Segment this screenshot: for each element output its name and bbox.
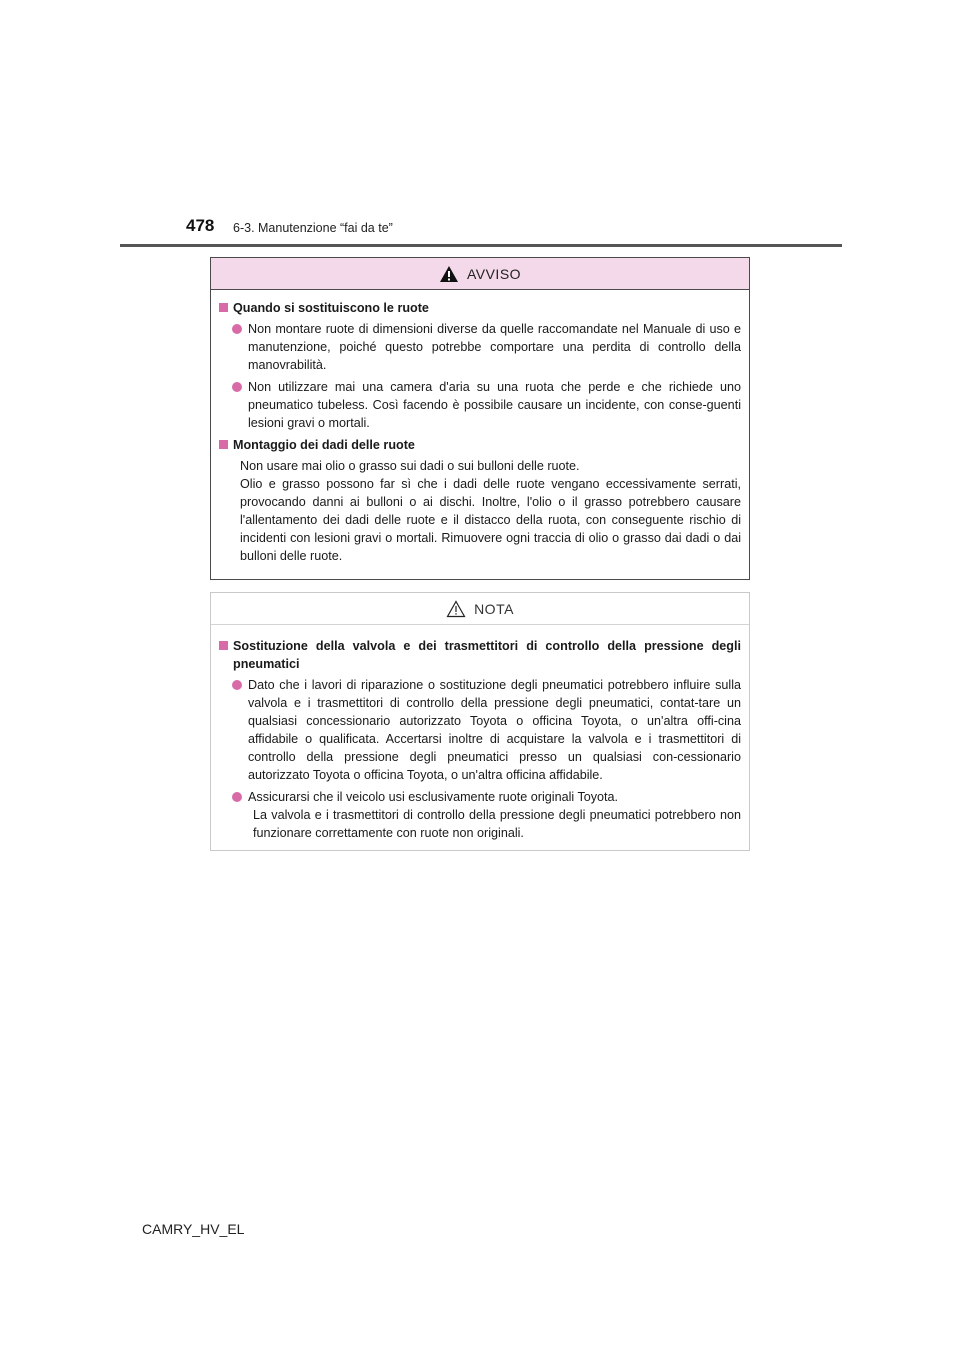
warning-box bbox=[210, 257, 750, 580]
warning-body bbox=[211, 290, 749, 565]
note-box bbox=[210, 592, 750, 851]
document-code: CAMRY_HV_EL bbox=[142, 1221, 245, 1237]
circle-bullet-icon bbox=[232, 324, 242, 334]
note-box-header bbox=[211, 593, 749, 625]
page-header bbox=[0, 0, 960, 250]
circle-bullet-icon bbox=[232, 382, 242, 392]
list-item-text: Dato che i lavori di riparazione o sostituzione degli pneumatici potrebbero influire sulla valvola e i trasmettitori di controllo della pressione degli pneumatici, contat-tare un qualsiasi concessionario autorizzato Toyota o officina Toyota, o un'altra offi-cina affidabile o qualificata. Accertarsi inoltre di acquistare la valvola e i trasmettitori di controllo della pressione degli pneumatici presso un qualsiasi con-cessionario autorizzato Toyota o officina Toyota, o un'altra officina affidabile. bbox=[248, 678, 741, 782]
list-item bbox=[219, 676, 741, 784]
caution-triangle-outline-icon bbox=[446, 600, 466, 618]
list-item-text: Non montare ruote di dimensioni diverse da quelle raccomandate nel Manuale di uso e manutenzione, poiché questo potrebbe comportare una perdita di controllo della manovrabilità. bbox=[248, 322, 741, 372]
header-rule bbox=[120, 244, 842, 247]
circle-bullet-icon bbox=[232, 680, 242, 690]
paragraph: Olio e grasso possono far sì che i dadi delle ruote vengano eccessivamente serrati, provocando danni ai bulloni o ai dischi. Inoltre, l'olio o il grasso potrebbero causare l'allentamento dei dadi delle ruote e il distacco della ruota, con conseguente rischio di incidenti con lesioni gravi o mortali. Rimuovere ogni traccia di olio o grasso dai dadi o dai bulloni delle ruote. bbox=[240, 477, 741, 563]
section-heading: Quando si sostituiscono le ruote bbox=[233, 301, 429, 315]
square-bullet-icon bbox=[219, 303, 228, 312]
section-heading: Sostituzione della valvola e dei trasmettitori di controllo della pressione degli pneumatici bbox=[233, 639, 741, 671]
paragraph: La valvola e i trasmettitori di controllo della pressione degli pneumatici potrebbero non funzionare correttamente con ruote non originali. bbox=[253, 808, 741, 840]
note-body bbox=[211, 625, 749, 842]
list-item bbox=[219, 378, 741, 432]
note-title: NOTA bbox=[474, 600, 514, 617]
square-bullet-icon bbox=[219, 440, 228, 449]
paragraph: Non usare mai olio o grasso sui dadi o sui bulloni delle ruote. bbox=[240, 459, 580, 473]
section-heading: Montaggio dei dadi delle ruote bbox=[233, 438, 415, 452]
warning-box-header bbox=[211, 258, 749, 290]
note-heading-tpms bbox=[219, 637, 741, 673]
section-title: 6-3. Manutenzione “fai da te” bbox=[233, 221, 393, 235]
square-bullet-icon bbox=[219, 641, 228, 650]
warning-triangle-icon bbox=[439, 265, 459, 283]
list-item bbox=[219, 788, 741, 806]
page-number: 478 bbox=[186, 216, 215, 235]
list-item bbox=[219, 320, 741, 374]
warning-heading-wheels bbox=[219, 299, 741, 317]
circle-bullet-icon bbox=[232, 792, 242, 802]
warning-heading-nuts bbox=[219, 436, 741, 454]
warning-title: AVVISO bbox=[466, 265, 522, 282]
list-item-text: Non utilizzare mai una camera d'aria su una ruota che perde e che richiede uno pneumatico tubeless. Così facendo è possibile causare un incidente, con conse-guenti lesioni gravi o mortali. bbox=[248, 380, 741, 430]
list-item-text: Assicurarsi che il veicolo usi esclusivamente ruote originali Toyota. bbox=[248, 790, 619, 804]
